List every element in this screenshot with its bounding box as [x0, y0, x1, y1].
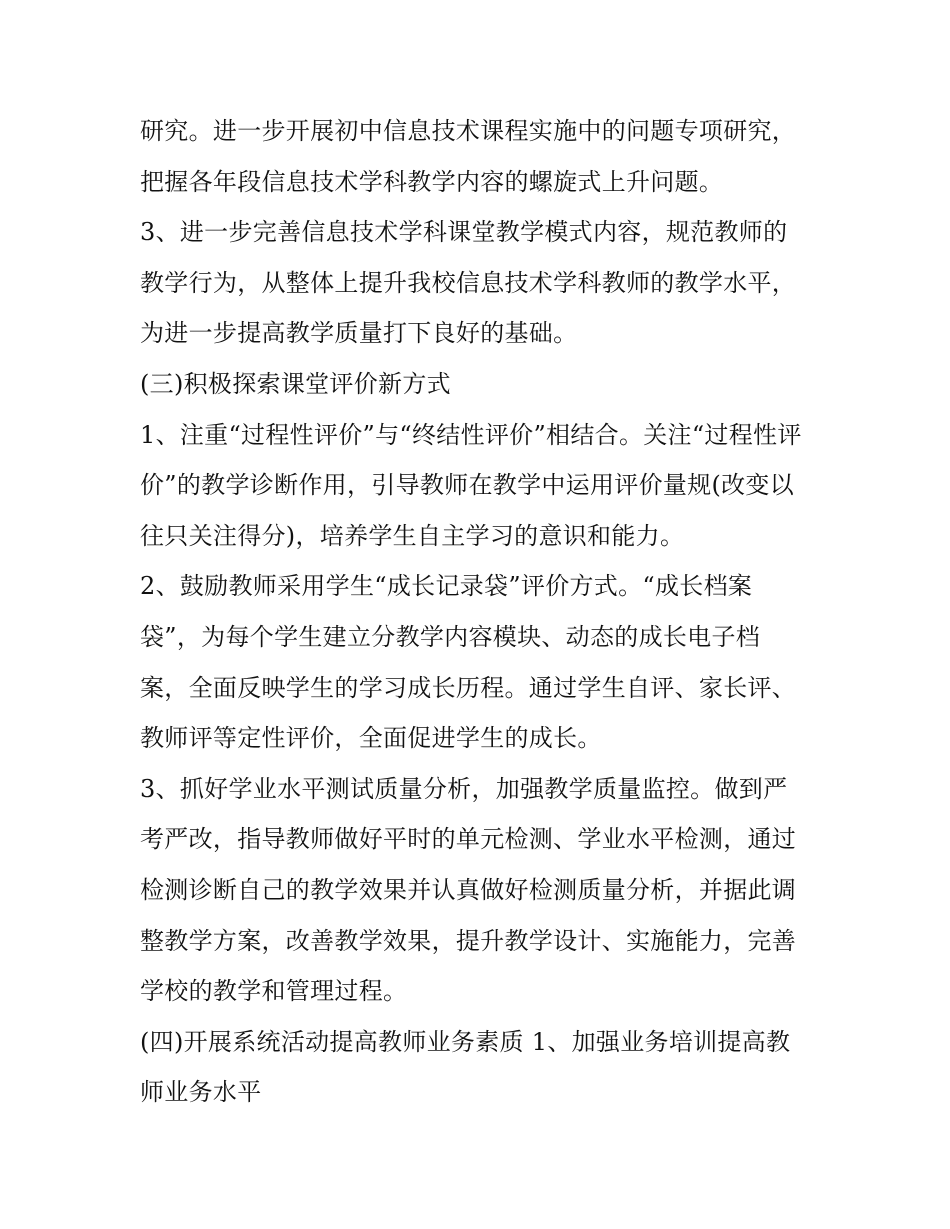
text-line: 师业务水平	[140, 1078, 262, 1107]
text-line: 2、鼓励教师采用学生“成长记录袋”评价方式。“成长档案	[140, 572, 753, 601]
section-heading: (三)积极探索课堂评价新方式	[140, 369, 451, 398]
document-body	[140, 106, 820, 1118]
text-line: 研究。进一步开展初中信息技术课程实施中的问题专项研究，	[140, 117, 797, 145]
text-line: 价”的教学诊断作用，引导教师在教学中运用评价量规(改变以	[140, 471, 795, 500]
text-line: 1、注重“过程性评价”与“终结性评价”相结合。关注“过程性评	[140, 420, 802, 449]
text-line: 把握各年段信息技术学科教学内容的螺旋式上升问题。	[140, 167, 724, 196]
text-line: 学校的教学和管理过程。	[140, 977, 408, 1006]
text-line: 往只关注得分)，培养学生自主学习的意识和能力。	[140, 521, 685, 550]
text-line: 案，全面反映学生的学习成长历程。通过学生自评、家长评、	[140, 673, 797, 702]
text-line: 考严改，指导教师做好平时的单元检测、学业水平检测，通过	[140, 825, 797, 854]
text-line: 3、抓好学业水平测试质量分析，加强教学质量监控。做到严	[140, 774, 788, 803]
text-line: 袋”，为每个学生建立分教学内容模块、动态的成长电子档	[140, 622, 761, 651]
text-line: 检测诊断自己的教学效果并认真做好检测质量分析，并据此调	[140, 875, 797, 904]
text-line: 教师评等定性评价，全面促进学生的成长。	[140, 724, 602, 753]
section-heading: (四)开展系统活动提高教师业务素质 1、加强业务培训提高教	[140, 1027, 791, 1056]
text-line: 教学行为，从整体上提升我校信息技术学科教师的教学水平，	[140, 268, 797, 297]
text-line: 3、进一步完善信息技术学科课堂教学模式内容，规范教师的	[140, 218, 788, 247]
text-line: 整教学方案，改善教学效果，提升教学设计、实施能力，完善	[140, 926, 797, 955]
text-line: 为进一步提高教学质量打下良好的基础。	[140, 319, 578, 348]
